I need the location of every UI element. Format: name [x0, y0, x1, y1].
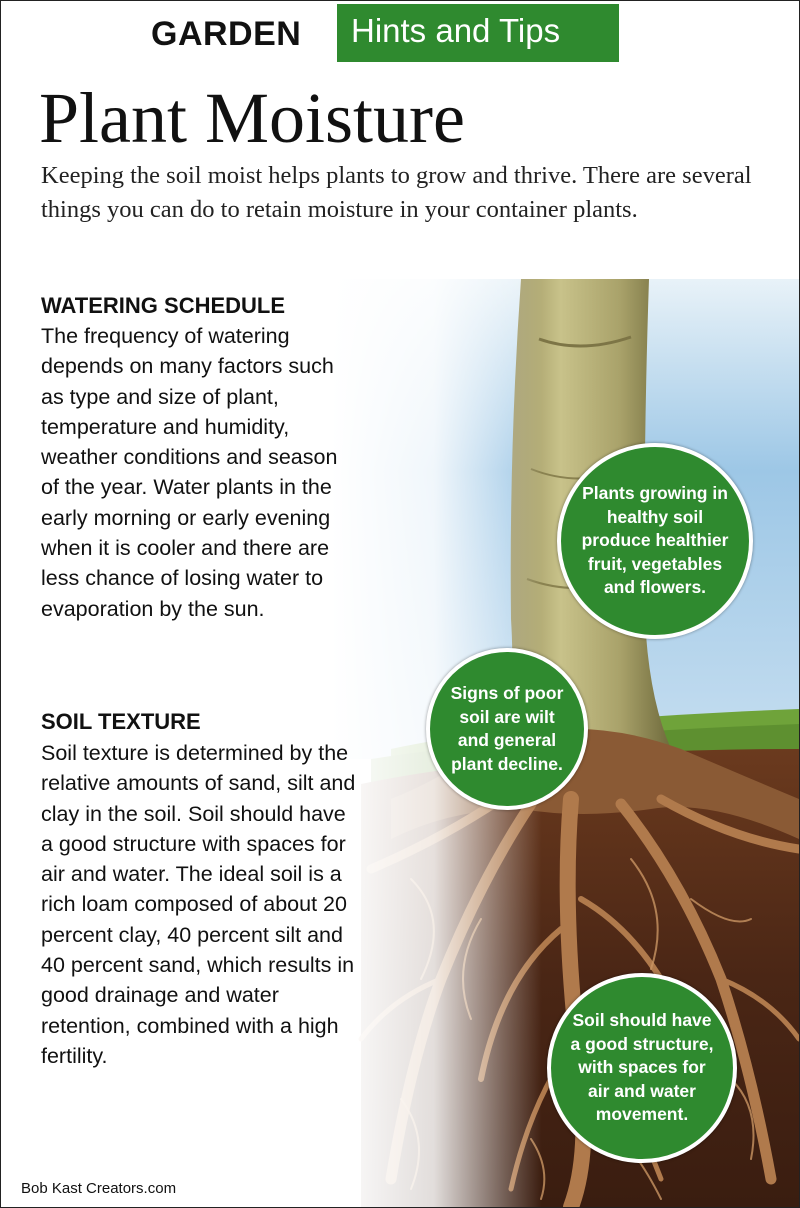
page-title: Plant Moisture	[39, 78, 465, 158]
intro-text: Keeping the soil moist helps plants to grow and thrive. There are several things you can do to retain moisture in your container plants.	[41, 162, 752, 223]
bubble-poor-soil: Signs of poor soil are wilt and general plant decline.	[426, 648, 588, 810]
header	[1, 1, 799, 71]
garden-label: GARDEN	[151, 15, 302, 53]
bubble-soil-structure: Soil should have a good structure, with spaces for air and water movement.	[547, 973, 737, 1163]
bubble-healthy-soil: Plants growing in healthy soil produce healthier fruit, vegetables and flowers.	[557, 443, 753, 639]
watering-schedule-body: The frequency of watering depends on many factors such as type and size of plant, temperature and humidity, weather conditions and season of the year. Water plants in the early morning or early evening when it is cooler and there are less chance of losing water to evaporation by the sun.	[41, 324, 338, 621]
watering-schedule-heading: WATERING SCHEDULE	[41, 293, 286, 318]
hints-banner	[337, 4, 619, 62]
soil-texture-heading: SOIL TEXTURE	[41, 709, 201, 734]
soil-texture-body: Soil texture is determined by the relative amounts of sand, silt and clay in the soil. Soil should have a good structure with spaces for air and water. The ideal soil is a rich loam composed of about 20 percent clay, 40 percent silt and 40 percent sand, which results in good drainage and water retention, combined with a high fertility.	[41, 741, 356, 1068]
hints-label: Hints and Tips	[351, 12, 561, 49]
credit-line: Bob Kast Creators.com	[21, 1180, 177, 1197]
